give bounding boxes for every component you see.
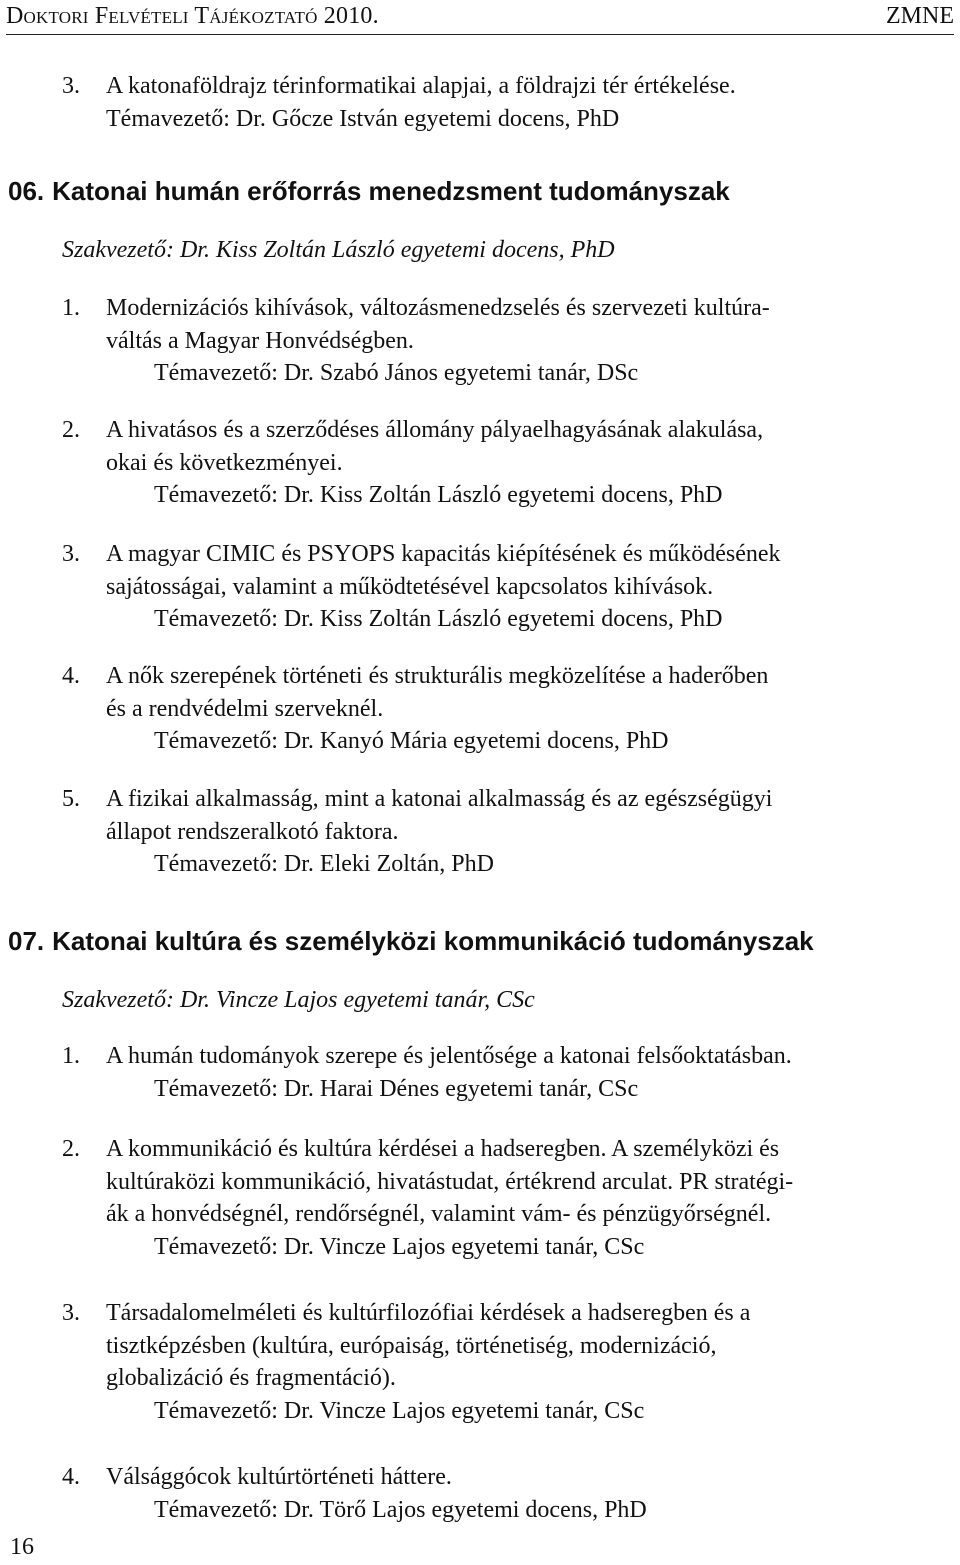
running-header [6,2,954,35]
item-supervisor: Témavezető: Dr. Törő Lajos egyetemi docens, PhD [154,1496,647,1523]
item-supervisor: Témavezető: Dr. Kanyó Mária egyetemi docens, PhD [154,728,669,754]
item-title-line: Társadalomelméleti és kultúrfilozófiai kérdések a hadseregben és a [106,1300,751,1326]
page-number: 16 [10,1534,34,1560]
section-heading [8,175,948,207]
section-number: 06. [8,176,45,206]
item-number: 1. [62,295,80,321]
item-title-line: Válsággócok kultúrtörténeti háttere. [106,1464,452,1490]
item-title-line: globalizáció és fragmentáció). [106,1365,396,1391]
section-lead: Szakvezető: Dr. Kiss Zoltán László egyetemi docens, PhD [62,237,615,263]
item-number: 2. [62,1136,80,1162]
section-number: 07. [8,926,45,956]
item-supervisor: Témavezető: Dr. Szabó János egyetemi tanár, DSc [154,360,639,386]
item-title-line: állapot rendszeralkotó faktora. [106,818,399,845]
item-title-line: sajátosságai, valamint a működtetésével kapcsolatos kihívások. [106,573,714,600]
item-number: 1. [62,1043,80,1069]
item-number: 3. [62,73,80,99]
item-number: 3. [62,541,80,567]
item-title-line: ák a honvédségnél, rendőrségnél, valamint vám- és pénzügyőrségnél. [106,1201,772,1227]
item-number: 5. [62,786,80,812]
section-title: Katonai kultúra és személyközi kommunikáció tudományszak [52,926,814,956]
section-title: Katonai humán erőforrás menedzsment tudományszak [52,176,730,206]
item-title-line: A fizikai alkalmasság, mint a katonai alkalmasság és az egészségügyi [106,786,773,812]
item-title-line: A magyar CIMIC és PSYOPS kapacitás kiépítésének és működésének [106,541,781,567]
section-lead: Szakvezető: Dr. Vincze Lajos egyetemi tanár, CSc [62,987,535,1013]
item-supervisor: Témavezető: Dr. Vincze Lajos egyetemi tanár, CSc [154,1233,645,1260]
item-number: 2. [62,417,80,443]
item-supervisor: Témavezető: Dr. Vincze Lajos egyetemi tanár, CSc [154,1397,645,1424]
header-title: Doktori Felvételi Tájékoztató 2010. [6,3,379,29]
header-institution: ZMNE [886,3,954,29]
item-title-line: kultúraközi kommunikáció, hivatástudat, értékrend arculat. PR stratégi- [106,1168,794,1195]
item-supervisor: Témavezető: Dr. Kiss Zoltán László egyetemi docens, PhD [154,606,723,632]
item-number: 4. [62,1464,80,1490]
item-title-line: okai és következményei. [106,449,343,476]
item-supervisor: Témavezető: Dr. Eleki Zoltán, PhD [154,851,494,877]
item-title-line: váltás a Magyar Honvédségben. [106,327,414,354]
item-title-line: A humán tudományok szerepe és jelentősége a katonai felsőoktatásban. [106,1043,792,1069]
item-supervisor: Témavezető: Dr. Harai Dénes egyetemi tanár, CSc [154,1075,639,1102]
item-title-line: A hivatásos és a szerződéses állomány pályaelhagyásának alakulása, [106,417,764,443]
item-title-line: A nők szerepének történeti és strukturális megközelítése a haderőben [106,663,769,689]
item-number: 3. [62,1300,80,1326]
item-title-line: tisztképzésben (kultúra, európaiság, történetiség, modernizáció, [106,1332,717,1359]
item-title-line: Modernizációs kihívások, változásmenedzselés és szervezeti kultúra- [106,295,770,321]
item-supervisor: Témavezető: Dr. Gőcze István egyetemi docens, PhD [106,105,620,132]
item-title-line: A katonaföldrajz térinformatikai alapjai, a földrajzi tér értékelése. [106,73,736,99]
item-title-line: és a rendvédelmi szerveknél. [106,695,384,722]
item-supervisor: Témavezető: Dr. Kiss Zoltán László egyetemi docens, PhD [154,482,723,508]
item-title-line: A kommunikáció és kultúra kérdései a hadseregben. A személyközi és [106,1136,780,1162]
section-heading [8,925,948,957]
item-number: 4. [62,663,80,689]
